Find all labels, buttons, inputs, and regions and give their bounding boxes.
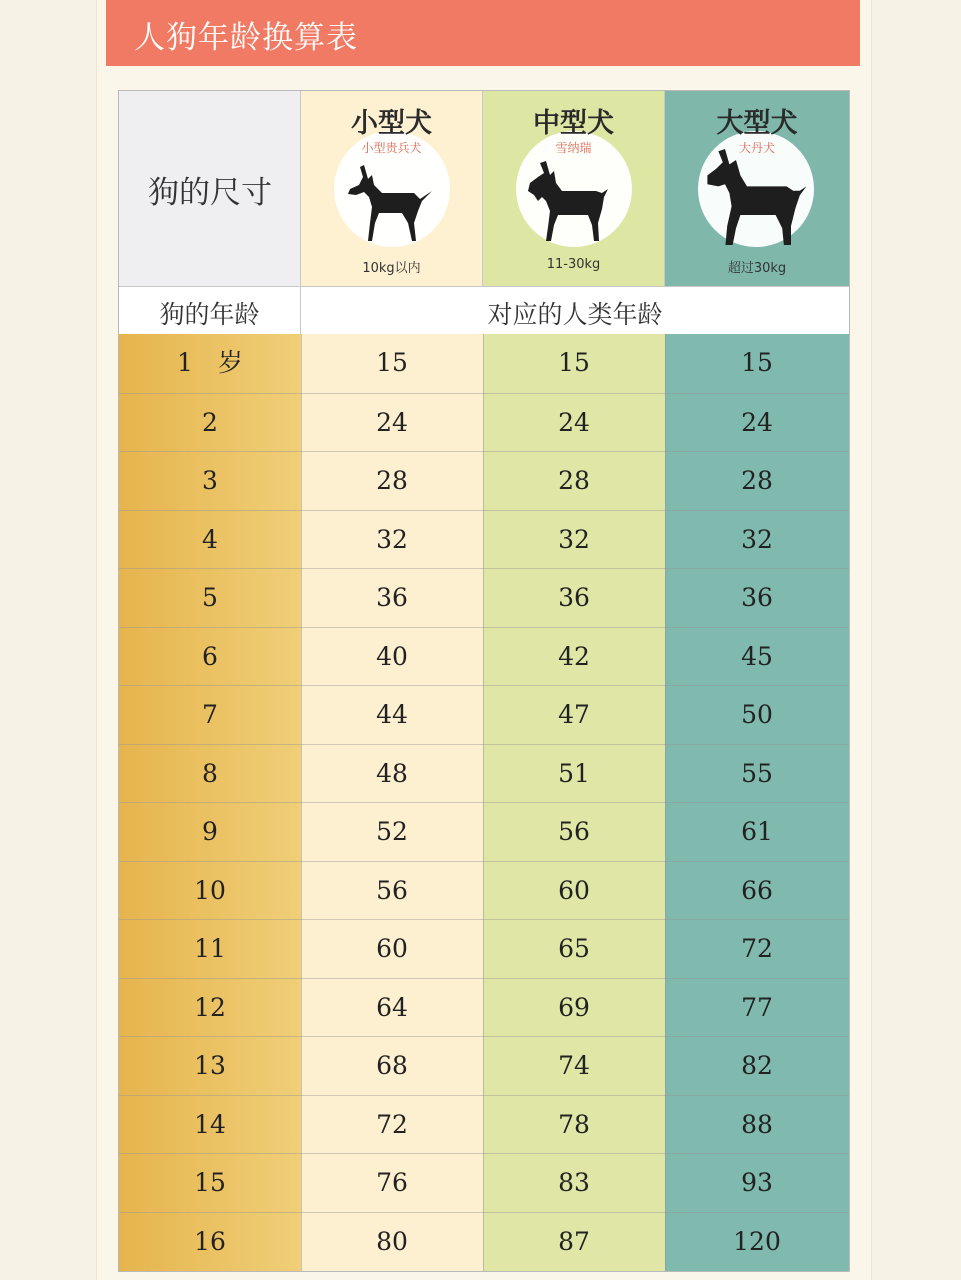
small-dog-age-cell: 28 — [376, 466, 408, 495]
age-column-header — [119, 286, 301, 334]
medium-dog-age-cell: 87 — [558, 1226, 590, 1256]
medium-dog-weight: 11-30kg — [546, 257, 601, 272]
large-dog-age-cell: 28 — [741, 466, 773, 495]
small-dog-age-cell: 68 — [376, 1051, 408, 1080]
table-row — [119, 802, 849, 861]
table-row — [119, 685, 849, 744]
table-row — [119, 861, 849, 920]
table-row — [119, 334, 849, 393]
medium-dog-age-cell: 56 — [558, 817, 590, 846]
dog-age-cell: 11 — [194, 934, 226, 963]
large-dog-age-cell: 45 — [741, 641, 773, 671]
dog-age-cell: 15 — [194, 1168, 226, 1197]
dog-age-cell: 9 — [202, 817, 218, 846]
small-dog-age-cell: 44 — [376, 700, 408, 729]
large-dog-weight: 超过30kg — [727, 261, 787, 276]
dog-age-cell: 12 — [194, 992, 226, 1022]
medium-dog-age-cell: 74 — [558, 1051, 590, 1080]
small-dog-breed: 小型贵兵犬 — [361, 141, 422, 155]
medium-dog-age-cell: 36 — [558, 583, 590, 612]
medium-dog-age-cell: 28 — [558, 466, 590, 495]
dog-age-cell: 4 — [202, 524, 218, 554]
age-column-label: 狗的年龄 — [159, 300, 260, 329]
medium-dog-age-cell: 83 — [558, 1168, 590, 1197]
large-dog-age-cell: 24 — [741, 407, 773, 437]
medium-dog-breed: 雪纳瑞 — [555, 141, 592, 155]
dog-age-cell: 7 — [202, 700, 218, 729]
medium-dog-age-cell: 42 — [558, 641, 590, 671]
human-age-label: 对应的人类年龄 — [487, 300, 663, 329]
schnauzer-silhouette-icon — [524, 161, 624, 245]
small-dog-age-cell: 36 — [376, 583, 408, 612]
large-dog-age-cell: 50 — [741, 700, 773, 729]
title-bar — [106, 0, 860, 66]
table-row — [119, 451, 849, 510]
medium-dog-header — [483, 91, 665, 286]
large-dog-age-cell: 88 — [741, 1109, 773, 1139]
medium-dog-age-cell: 60 — [558, 875, 590, 905]
dog-age-cell: 1 岁 — [177, 348, 243, 377]
medium-dog-age-cell: 47 — [558, 700, 590, 729]
small-dog-age-cell: 24 — [376, 407, 408, 437]
small-dog-age-cell: 48 — [376, 758, 408, 788]
great-dane-silhouette-icon — [703, 141, 813, 245]
dog-age-cell: 3 — [202, 466, 218, 495]
small-dog-weight: 10kg以内 — [362, 261, 421, 276]
large-dog-age-cell: 120 — [733, 1226, 781, 1256]
small-dog-age-cell: 40 — [376, 641, 408, 671]
table-row — [119, 919, 849, 978]
medium-dog-age-cell: 69 — [558, 992, 590, 1022]
table-row — [119, 1095, 849, 1154]
medium-dog-age-cell: 65 — [558, 934, 590, 963]
table-row — [119, 627, 849, 686]
dog-age-cell: 16 — [194, 1226, 226, 1256]
large-dog-age-cell: 72 — [741, 934, 773, 963]
table-row — [119, 1212, 849, 1271]
large-dog-age-cell: 61 — [741, 817, 773, 846]
age-conversion-table — [118, 90, 850, 1272]
dog-age-cell: 8 — [202, 758, 218, 788]
small-dog-age-cell: 80 — [376, 1226, 408, 1256]
doberman-silhouette-icon — [342, 161, 442, 245]
size-header-cell — [119, 91, 301, 286]
small-dog-age-cell: 60 — [376, 934, 408, 963]
small-dog-age-cell: 64 — [376, 992, 408, 1022]
dog-age-cell: 14 — [194, 1109, 226, 1139]
large-dog-age-cell: 32 — [741, 524, 773, 554]
medium-dog-name: 中型犬 — [533, 108, 614, 139]
large-dog-age-cell: 15 — [741, 348, 773, 377]
small-dog-age-cell: 72 — [376, 1109, 408, 1139]
table-row — [119, 1153, 849, 1212]
medium-dog-age-cell: 78 — [558, 1109, 590, 1139]
large-dog-name: 大型犬 — [716, 108, 798, 139]
large-dog-breed: 大丹犬 — [738, 141, 775, 155]
large-dog-age-cell: 55 — [741, 758, 773, 788]
dog-age-cell: 10 — [194, 875, 226, 905]
table-row — [119, 510, 849, 569]
medium-dog-age-cell: 24 — [558, 407, 590, 437]
small-dog-name: 小型犬 — [351, 108, 432, 139]
medium-dog-age-cell: 51 — [558, 758, 590, 788]
dog-age-cell: 2 — [202, 407, 218, 437]
medium-dog-age-cell: 15 — [558, 348, 590, 377]
large-dog-age-cell: 36 — [741, 583, 773, 612]
size-label: 狗的尺寸 — [148, 175, 272, 211]
large-dog-age-cell: 66 — [741, 875, 773, 905]
small-dog-age-cell: 76 — [376, 1168, 408, 1197]
human-age-header — [301, 286, 849, 334]
dog-age-cell: 6 — [202, 641, 218, 671]
table-row — [119, 393, 849, 452]
dog-age-cell: 5 — [202, 583, 218, 612]
medium-dog-age-cell: 32 — [558, 524, 590, 554]
table-row — [119, 1036, 849, 1095]
small-dog-header — [301, 91, 483, 286]
dog-age-cell: 13 — [194, 1051, 226, 1080]
small-dog-age-cell: 15 — [376, 348, 408, 377]
small-dog-age-cell: 56 — [376, 875, 408, 905]
small-dog-age-cell: 32 — [376, 524, 408, 554]
large-dog-age-cell: 93 — [741, 1168, 773, 1197]
page-title: 人狗年龄换算表 — [134, 20, 358, 56]
large-dog-age-cell: 82 — [741, 1051, 773, 1080]
table-row — [119, 568, 849, 627]
large-dog-age-cell: 77 — [741, 992, 773, 1022]
large-dog-header — [665, 91, 849, 286]
table-row — [119, 744, 849, 803]
small-dog-age-cell: 52 — [376, 817, 408, 846]
table-row — [119, 978, 849, 1037]
table-body — [119, 334, 849, 1271]
